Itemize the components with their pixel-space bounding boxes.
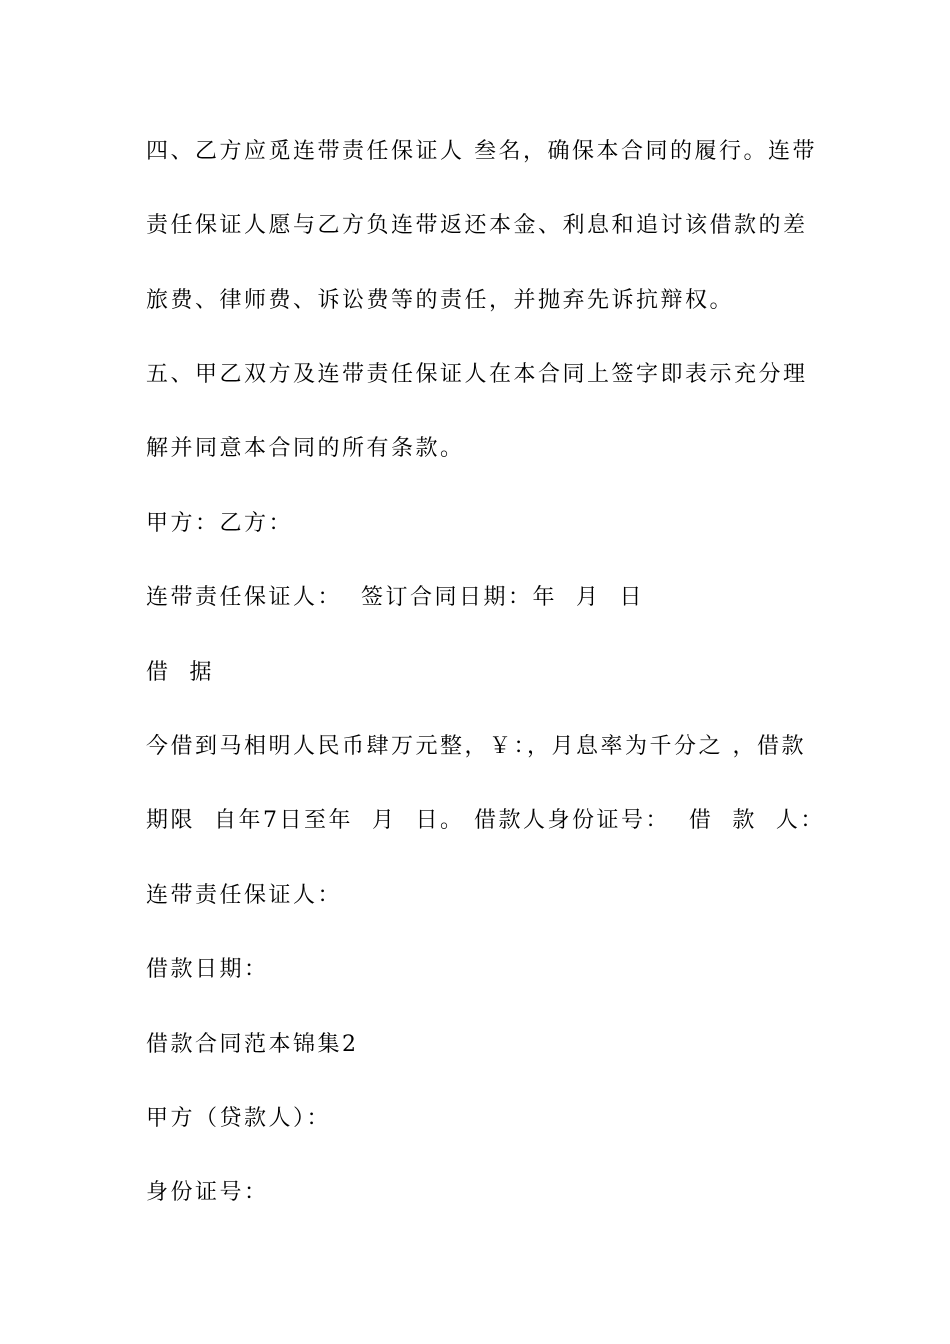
guarantor-date-line: 连带责任保证人： 签订合同日期：年 月 日 bbox=[146, 585, 644, 610]
iou-heading: 借 据 bbox=[146, 660, 214, 685]
clause-five-line-2: 解并同意本合同的所有条款。 bbox=[146, 436, 465, 461]
party-signature-line: 甲方：乙方： bbox=[146, 511, 294, 536]
clause-four-line-2: 责任保证人愿与乙方负连带返还本金、利息和追讨该借款的差 bbox=[146, 213, 808, 238]
contract-collection-title: 借款合同范本锦集2 bbox=[146, 1032, 359, 1057]
iou-guarantor-line: 连带责任保证人： bbox=[146, 883, 343, 908]
clause-four-line-3: 旅费、律师费、诉讼费等的责任，并抛弃先诉抗辩权。 bbox=[146, 288, 735, 313]
iou-body-line-2: 期限 自年7日至年 月 日。 借款人身份证号： 借 款 人： bbox=[146, 808, 825, 833]
clause-four-line-1: 四、乙方应觅连带责任保证人 叁名，确保本合同的履行。连带 bbox=[146, 139, 817, 164]
party-a-lender-line: 甲方（贷款人）： bbox=[146, 1106, 332, 1131]
clause-five-line-1: 五、甲乙双方及连带责任保证人在本合同上签字即表示充分理 bbox=[146, 362, 808, 387]
loan-date-line: 借款日期： bbox=[146, 957, 269, 982]
iou-body-line-1: 今借到马相明人民币肆万元整，￥：，月息率为千分之 ，借款 bbox=[146, 734, 806, 759]
id-number-line: 身份证号： bbox=[146, 1180, 269, 1205]
